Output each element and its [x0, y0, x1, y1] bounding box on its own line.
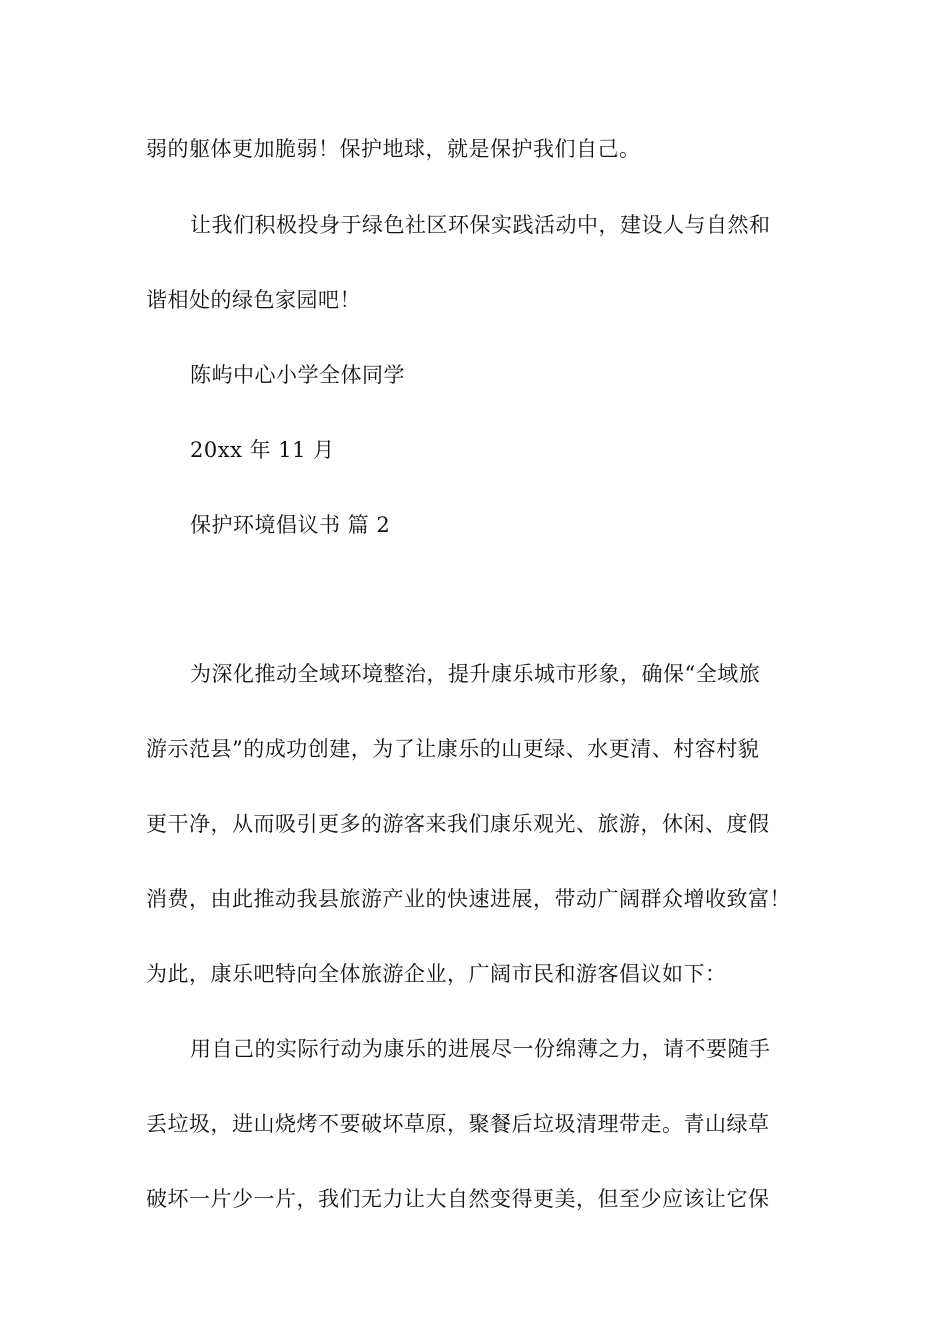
text-line-10: 消费，由此推动我县旅游产业的快速进展，带动广阔群众增收致富！: [146, 887, 791, 911]
text-line-3: 谐相处的绿色家园吧！: [146, 288, 361, 312]
text-line-12: 用自己的实际行动为康乐的进展尽一份绵薄之力，请不要随手: [190, 1037, 771, 1061]
text-line-8: 游示范县”的成功创建，为了让康乐的山更绿、水更清、村容村貌: [146, 737, 760, 761]
date-line: 20xx 年 11 月: [190, 438, 335, 462]
text-line-13: 丢垃圾，进山烧烤不要破坏草原，聚餐后垃圾清理带走。青山绿草: [146, 1112, 770, 1136]
signature-line: 陈屿中心小学全体同学: [190, 363, 405, 387]
text-line-1: 弱的躯体更加脆弱！保护地球，就是保护我们自己。: [146, 137, 641, 161]
text-line-11: 为此，康乐吧特向全体旅游企业，广阔市民和游客倡议如下：: [146, 962, 727, 986]
text-line-7: 为深化推动全域环境整治，提升康乐城市形象，确保“全域旅: [190, 662, 761, 686]
text-line-9: 更干净，从而吸引更多的游客来我们康乐观光、旅游，休闲、度假: [146, 812, 770, 836]
section-heading: 保护环境倡议书 篇 2: [190, 513, 391, 537]
text-line-14: 破坏一片少一片，我们无力让大自然变得更美，但至少应该让它保: [146, 1187, 770, 1211]
text-line-2: 让我们积极投身于绿色社区环保实践活动中，建设人与自然和: [190, 213, 771, 237]
